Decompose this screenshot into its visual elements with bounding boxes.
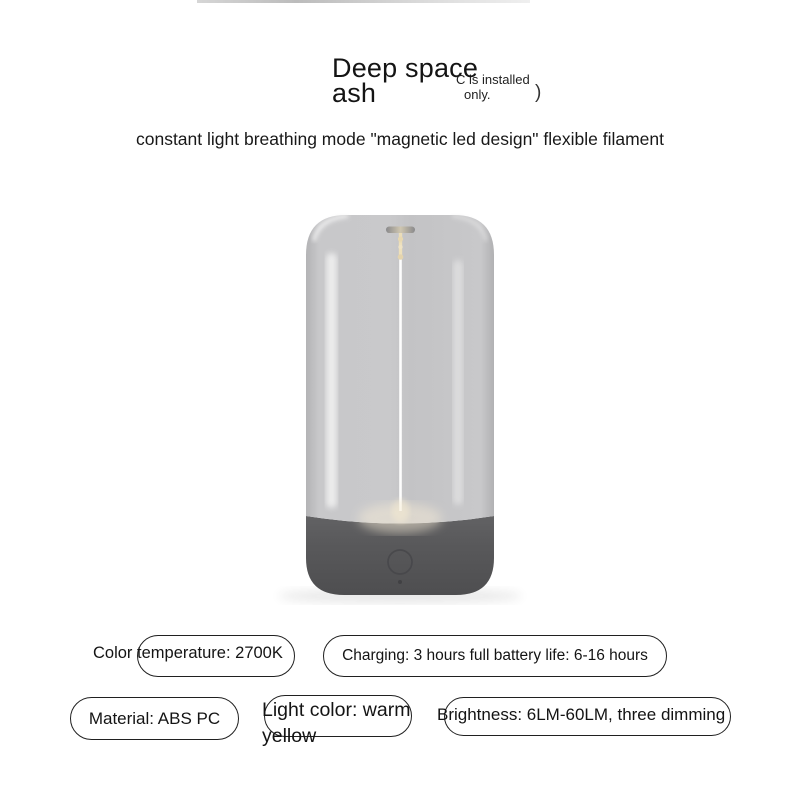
spec-pill-charging (323, 635, 667, 677)
glass-highlight-left (326, 253, 337, 508)
install-note-line1: C is installed (456, 72, 530, 87)
spec-label-material: Material: ABS PC (88, 708, 221, 728)
indicator-dot (398, 580, 402, 584)
product-title-line2: ash (332, 78, 377, 108)
connector-bead-1 (398, 236, 403, 241)
spec-label-light-color: Light color: warm yellow (262, 699, 411, 747)
connector-bead-2 (398, 245, 402, 249)
spec-label-brightness: Brightness: 6LM-60LM, three dimming (437, 705, 726, 724)
filament-warm-bottom (392, 499, 410, 523)
product-image-lamp (270, 205, 530, 605)
magnetic-connector (386, 227, 415, 234)
glass-highlight-right (453, 260, 463, 505)
top-crop-artifact-line (197, 0, 530, 3)
spec-pill-material (70, 697, 239, 740)
connector-bead-3 (398, 254, 404, 260)
spec-label-color-temperature: Color temperature: 2700K (93, 644, 283, 662)
feature-tagline: constant light breathing mode "magnetic led design" flexible filament (135, 129, 664, 149)
install-note-line2: only. (464, 86, 491, 102)
product-title-line1: Deep space (332, 53, 479, 83)
spec-label-charging: Charging: 3 hours full battery life: 6-16 hours (342, 647, 648, 664)
install-note (456, 73, 530, 102)
decorative-parenthesis: ) (535, 82, 542, 103)
